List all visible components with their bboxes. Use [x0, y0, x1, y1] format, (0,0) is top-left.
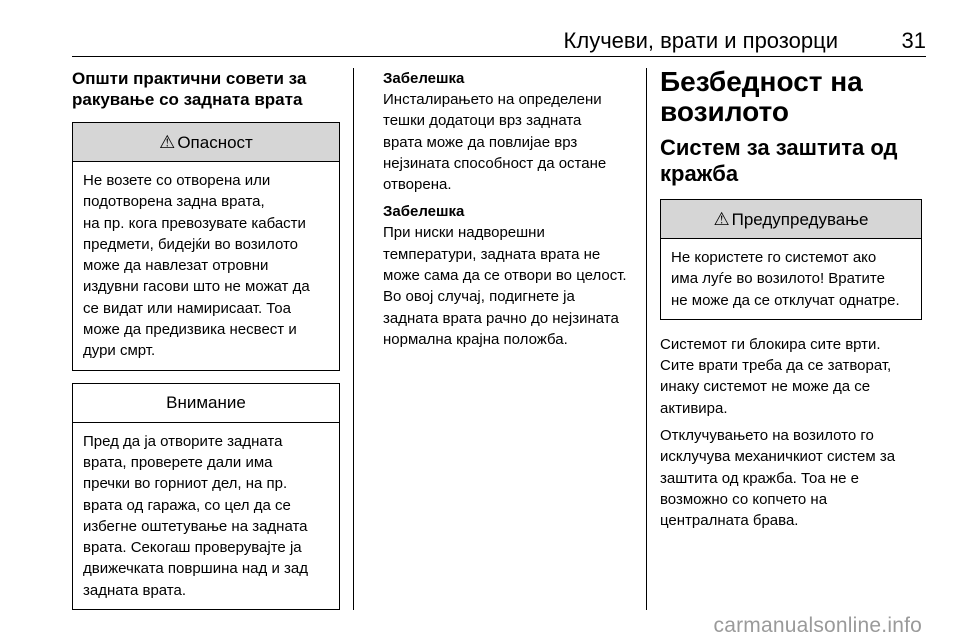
text-line: заштита од кражба. Тоа не е [660, 469, 859, 487]
text-line: дури смрт. [83, 342, 156, 360]
column-3 [660, 60, 922, 538]
title-line: кражба [660, 161, 739, 186]
text-line: врата може да повлијае врз [383, 133, 578, 151]
text-line: Отклучувањето на возилото го [660, 427, 874, 445]
text-line: Не користете го системот ако [671, 249, 877, 266]
title-line: Систем за заштита од [660, 135, 898, 160]
text-line: предмети, бидејќи во возилото [83, 235, 298, 253]
warning-title: Предупредување [731, 210, 869, 229]
note-label: Забелешка [383, 203, 465, 221]
text-line: централната брава. [660, 512, 799, 530]
warning-box-header [661, 200, 921, 239]
text-line: на пр. кога превозувате кабасти [83, 214, 306, 232]
danger-box-header [73, 123, 339, 162]
text-line: исклучува механичкиот систем за [660, 448, 896, 466]
watermark-link[interactable]: carmanualsonline.info [713, 614, 922, 637]
warning-triangle-icon: ⚠ [713, 209, 730, 229]
heading-line: ракување со задната врата [72, 90, 303, 109]
text-line: задната врата рачно до нејзината [383, 309, 619, 327]
text-line: активира. [660, 399, 728, 417]
text-line: врата. Секогаш проверувајте ја [83, 539, 302, 557]
text-line: Пред да ја отворите задната [83, 432, 283, 450]
text-line: пречки во горниот дел, на пр. [83, 475, 288, 493]
caution-box-body [73, 423, 339, 609]
note-text [383, 222, 635, 350]
section-heading [72, 68, 340, 110]
text-line: не може да се отклучат однатре. [671, 291, 900, 309]
caution-box [72, 383, 340, 610]
text-line: издувни гасови што не можат да [83, 278, 310, 296]
text-line: има луѓе во возилото! Вратите [671, 270, 885, 288]
danger-box-body [73, 162, 339, 370]
text-line: Сите врати треба да се затворат, [660, 357, 892, 375]
text-line: нормална крајна положба. [383, 330, 568, 348]
title-line: Безбедност на [660, 66, 863, 97]
heading-line: Општи практични совети за [72, 69, 307, 88]
paragraph [660, 425, 922, 531]
danger-box [72, 122, 340, 371]
text-line: подотворена задна врата, [83, 193, 265, 211]
text-line: Не возете со отворена или [83, 172, 271, 189]
text-line: инаку системот не може да се [660, 378, 871, 396]
note-text [383, 89, 635, 195]
text-line: врата, проверете дали има [83, 453, 273, 471]
text-line: Инсталирањето на определени [383, 91, 602, 108]
text-line: возможно со копчето на [660, 490, 828, 508]
danger-title: Опасност [177, 133, 253, 152]
text-line: отворена. [383, 176, 452, 194]
text-line: избегне оштетување на задната [83, 517, 308, 535]
text-line: се видат или намирисаат. Тоа [83, 299, 291, 317]
chapter-title: Клучеви, врати и прозорци [563, 28, 838, 53]
column-divider-2 [646, 68, 647, 610]
text-line: температури, задната врата не [383, 245, 601, 263]
text-line: Системот ги блокира сите врти. [660, 335, 881, 353]
text-line: тешки додатоци врз задната [383, 112, 582, 130]
note-label: Забелешка [383, 70, 465, 87]
column-2 [383, 60, 635, 356]
text-line: врата од гаража, со цел да се [83, 496, 291, 514]
text-line: може сама да се отвори во целост. [383, 267, 627, 285]
text-line: може да навлезат отровни [83, 257, 269, 275]
warning-box [660, 199, 922, 320]
text-line: движечката површина над и зад [83, 560, 308, 578]
paragraph [660, 334, 922, 419]
text-line: При ниски надворешни [383, 224, 545, 242]
text-line: може да предизвика несвест и [83, 321, 297, 339]
subsection-title [660, 135, 922, 187]
column-1 [72, 60, 340, 622]
caution-box-header [73, 384, 339, 423]
section-title [660, 67, 922, 127]
text-line: задната врата. [83, 581, 187, 599]
caution-title: Внимание [166, 392, 246, 412]
header-rule [72, 56, 926, 57]
page-number: 31 [901, 28, 926, 53]
warning-box-body [661, 239, 921, 319]
text-line: Во овој случај, подигнете ја [383, 288, 575, 306]
column-divider-1 [353, 68, 354, 610]
text-line: нејзината способност да остане [383, 154, 607, 172]
title-line: возилото [660, 96, 789, 127]
warning-triangle-icon: ⚠ [159, 132, 176, 152]
